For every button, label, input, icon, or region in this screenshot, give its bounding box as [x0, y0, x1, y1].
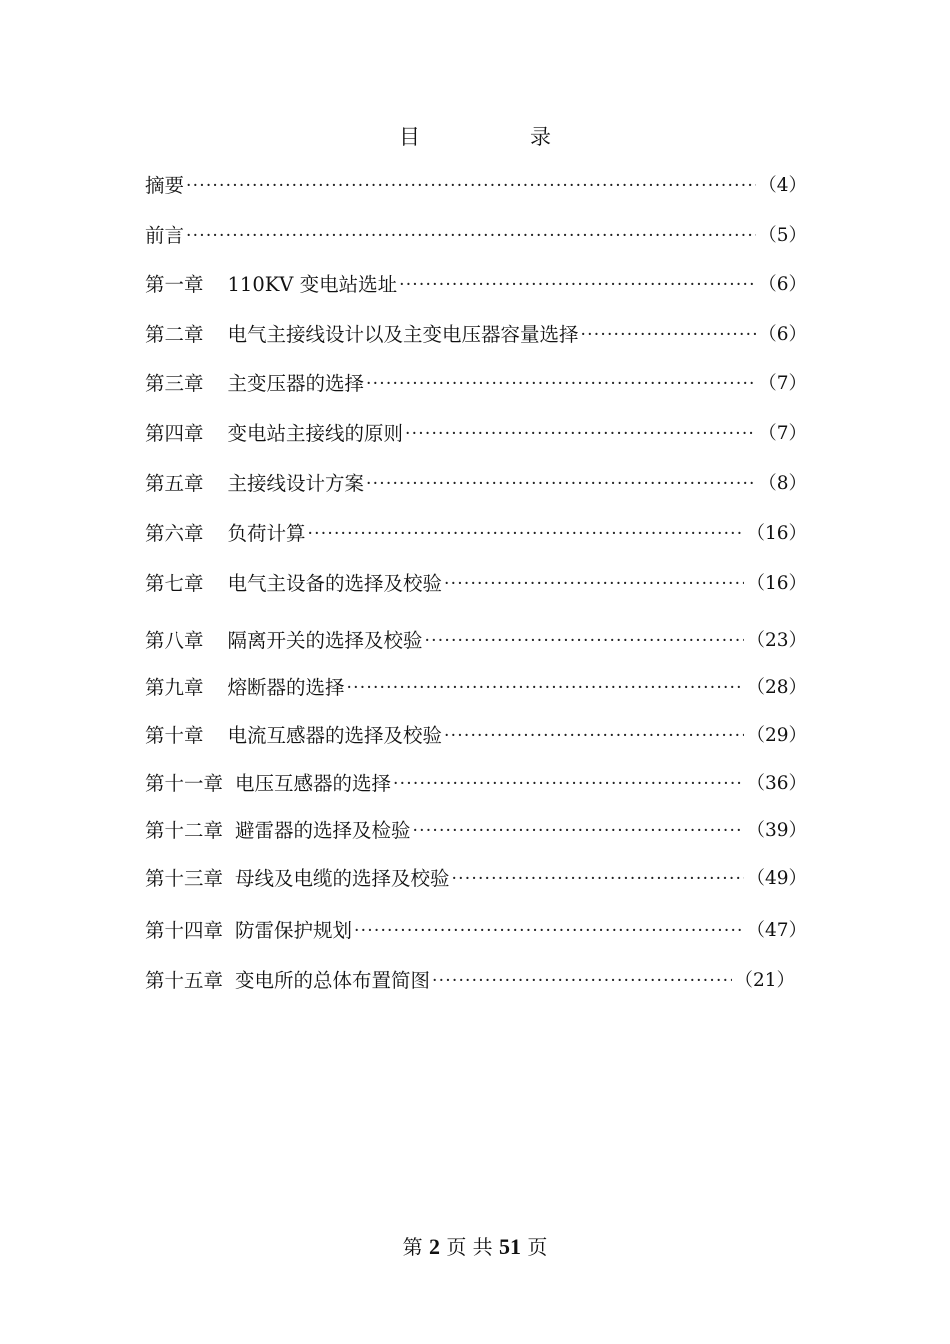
toc-leader — [444, 569, 744, 599]
toc-entry[interactable] — [145, 916, 807, 946]
toc-name: 电流互感器的选择及校验 — [227, 724, 443, 747]
toc-leader — [393, 769, 744, 799]
toc-leader — [444, 721, 744, 751]
toc-chapter: 第十四章 — [145, 919, 224, 942]
toc-chapter: 第九章 — [145, 676, 204, 699]
toc-chapter: 第一章 — [145, 273, 204, 296]
toc-leader — [452, 864, 745, 894]
toc-page: （5） — [758, 225, 807, 246]
footer-prefix: 第 — [402, 1235, 423, 1259]
toc-name: 避雷器的选择及检验 — [235, 819, 411, 842]
toc-entry[interactable] — [145, 270, 807, 300]
toc-leader — [366, 469, 756, 499]
toc-entry[interactable] — [145, 673, 807, 703]
toc-chapter: 第十章 — [145, 724, 204, 747]
toc-entry[interactable] — [145, 769, 807, 799]
toc-leader — [581, 320, 757, 350]
toc-chapter: 第八章 — [145, 629, 204, 652]
toc-leader — [347, 673, 745, 703]
toc-page: （7） — [758, 423, 807, 444]
toc-name: 主变压器的选择 — [227, 372, 365, 395]
toc-leader — [399, 270, 756, 300]
toc-name: 母线及电缆的选择及校验 — [235, 867, 450, 890]
toc-name: 防雷保护规划 — [235, 919, 353, 942]
toc-page: （21） — [734, 970, 795, 991]
toc-page: （36） — [746, 773, 807, 794]
toc-entry[interactable] — [145, 966, 795, 996]
toc-leader — [425, 626, 745, 656]
toc-entry[interactable] — [145, 721, 807, 751]
toc-page: （6） — [758, 274, 807, 295]
toc-leader — [413, 816, 745, 846]
toc-name: 变电所的总体布置简图 — [235, 969, 431, 992]
footer-total-pages: 51 — [499, 1234, 522, 1259]
toc-entry[interactable] — [145, 419, 807, 449]
toc-chapter: 第十五章 — [145, 969, 224, 992]
toc-leader — [366, 369, 756, 399]
toc-leader — [308, 519, 745, 549]
toc-name: 变电站主接线的原则 — [227, 422, 404, 445]
toc-page: （6） — [758, 324, 807, 345]
toc-chapter: 第十一章 — [145, 772, 224, 795]
toc-leader — [405, 419, 756, 449]
toc-page: （16） — [746, 573, 807, 594]
toc-entry[interactable] — [145, 469, 807, 499]
toc-chapter: 第七章 — [145, 572, 204, 595]
toc-leader — [186, 221, 756, 251]
toc-page: （29） — [746, 725, 807, 746]
toc-page: （49） — [746, 868, 807, 889]
toc-leader — [432, 966, 732, 996]
toc-entry[interactable] — [145, 320, 807, 350]
toc-page: （39） — [746, 820, 807, 841]
toc-leader — [354, 916, 744, 946]
toc-page: （47） — [746, 920, 807, 941]
toc-name: 电气主设备的选择及校验 — [227, 572, 443, 595]
toc-title-left: 目 — [399, 125, 420, 149]
toc-entry[interactable] — [145, 626, 807, 656]
toc-chapter: 第十二章 — [145, 819, 224, 842]
toc-chapter: 第四章 — [145, 422, 204, 445]
toc-chapter: 前言 — [145, 224, 185, 247]
toc-chapter: 第六章 — [145, 522, 204, 545]
footer-suffix: 页 — [527, 1235, 548, 1259]
toc-name: 电气主接线设计以及主变电压器容量选择 — [227, 323, 579, 346]
toc-name: 负荷计算 — [227, 522, 306, 545]
toc-page: （4） — [758, 175, 807, 196]
toc-entry[interactable] — [145, 171, 807, 201]
toc-page: （28） — [746, 677, 807, 698]
toc-entry[interactable] — [145, 569, 807, 599]
toc-title — [0, 121, 950, 151]
page-footer — [0, 1231, 950, 1260]
toc-page: （7） — [758, 373, 807, 394]
toc-entry[interactable] — [145, 221, 807, 251]
toc-name: 110KV 变电站选址 — [227, 273, 398, 296]
toc-name: 隔离开关的选择及校验 — [227, 629, 423, 652]
toc-page: （8） — [758, 473, 807, 494]
toc-chapter: 第二章 — [145, 323, 204, 346]
footer-middle: 页 共 — [446, 1235, 493, 1259]
toc-entry[interactable] — [145, 519, 807, 549]
footer-current-page: 2 — [428, 1234, 440, 1259]
toc-title-right: 录 — [530, 125, 551, 149]
toc-name: 主接线设计方案 — [227, 472, 365, 495]
toc-page: （23） — [746, 630, 807, 651]
toc-page: （16） — [746, 523, 807, 544]
toc-entry[interactable] — [145, 864, 807, 894]
toc-name: 电压互感器的选择 — [235, 772, 392, 795]
toc-chapter: 第五章 — [145, 472, 204, 495]
toc-chapter: 第十三章 — [145, 867, 224, 890]
toc-name: 熔断器的选择 — [227, 676, 345, 699]
toc-chapter: 摘要 — [145, 174, 185, 197]
toc-leader — [186, 171, 756, 201]
toc-chapter: 第三章 — [145, 372, 204, 395]
toc-entry[interactable] — [145, 369, 807, 399]
toc-entry[interactable] — [145, 816, 807, 846]
